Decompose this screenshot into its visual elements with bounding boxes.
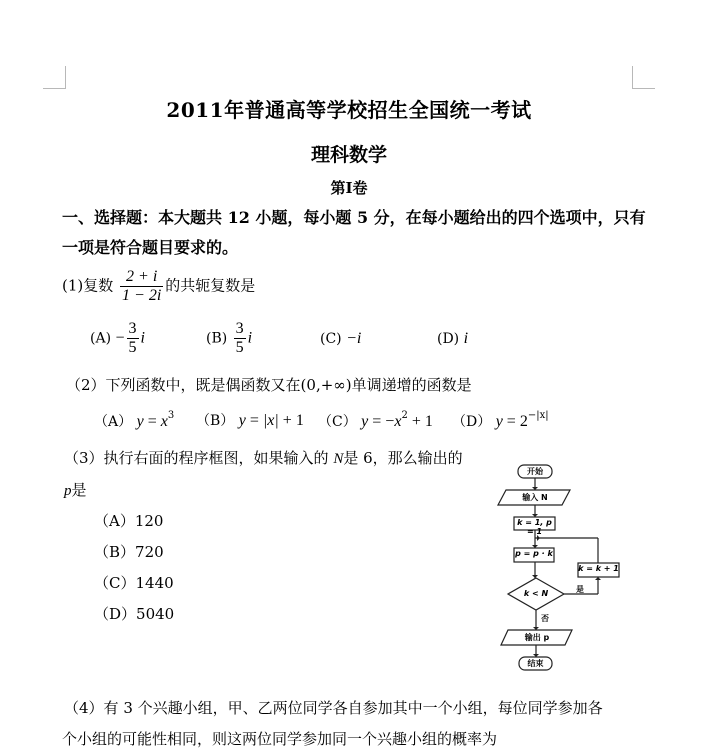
question-2-text: 下列函数中，既是偶函数又在(0,+∞)单调递增的函数是 (105, 376, 472, 394)
option-eq: = (143, 413, 161, 430)
question-4-line-1 (64, 698, 603, 718)
question-1-prefix: 复数 (83, 276, 114, 295)
option-value: 720 (135, 543, 164, 561)
flowchart-increment-label: k = k + 1 (578, 564, 619, 573)
option-label: （C） (94, 574, 136, 592)
flowchart-yes-label: 是 (576, 585, 584, 594)
option-rhs: |x| (262, 412, 279, 429)
option-value: −i (346, 330, 362, 347)
option-label: （D） (94, 605, 137, 623)
option-lhs: y (238, 412, 246, 429)
option-label: (C) (320, 331, 342, 347)
flowchart-init-label: k = 1, p = 1 (517, 518, 552, 536)
volume-heading: 第I卷 (330, 179, 368, 197)
section-heading-line-1: 一、选择题：本大题共 12 小题，每小题 5 分，在每小题给出的四个选项中，只有 (62, 208, 646, 227)
document-title: 2011年普通高等学校招生全国统一考试 (166, 98, 532, 122)
option-rhs: x (160, 413, 168, 430)
option-label: （D） (452, 414, 492, 430)
fraction-denominator: 1 − 2i (122, 287, 162, 304)
flowchart-output-label: 输出 p (524, 633, 550, 642)
fraction-denominator: 5 (128, 339, 137, 356)
question-3-text-b: 是 6，那么输出的 (343, 449, 463, 467)
option-label: （A） (94, 512, 135, 530)
option-unit: i (140, 329, 145, 347)
question-1-suffix: 的共轭复数是 (165, 276, 256, 295)
option-rhs: x (394, 413, 402, 430)
fraction-numerator: 3 (235, 320, 244, 337)
option-eq: = (245, 412, 263, 429)
option-lhs: y (495, 413, 503, 430)
variable-n: N (333, 451, 344, 467)
fraction-denominator: 5 (235, 339, 244, 356)
flowchart-input-label: 输入 N (522, 493, 548, 502)
fraction-numerator: 3 (128, 320, 137, 337)
option-label: (D) (437, 331, 460, 347)
option-value: 5040 (136, 605, 175, 623)
option-exponent: 3 (167, 410, 175, 421)
option-label: （B） (94, 543, 136, 561)
option-label: (A) (90, 330, 112, 347)
option-value: 1440 (135, 574, 174, 592)
variable-p: p (64, 483, 72, 499)
option-value: 120 (134, 512, 164, 530)
question-4-line-2 (62, 729, 497, 749)
question-1-number: (1) (62, 276, 84, 295)
option-lhs: y (136, 413, 144, 430)
flowchart-no-label: 否 (541, 614, 549, 623)
option-exponent: −|x| (527, 410, 549, 421)
option-eq: = 2 (502, 413, 528, 430)
section-heading-line-2: 一项是符合题目要求的。 (62, 238, 239, 257)
option-tail: + 1 (407, 413, 433, 430)
option-label: （A） (94, 414, 133, 430)
option-unit: i (247, 329, 253, 347)
option-label: (B) (206, 330, 228, 347)
flowchart-process-label: p = p · k (515, 549, 553, 558)
option-exponent: 2 (401, 410, 408, 421)
question-3-text-a: 执行右面的程序框图，如果输入的 (103, 449, 334, 467)
flowchart-condition-label: k < N (523, 589, 549, 598)
question-2-number: （2） (66, 376, 106, 394)
flowchart-start-label: 开始 (527, 467, 543, 476)
option-sign: − (115, 329, 125, 347)
option-value: i (463, 330, 469, 347)
question-3-text-c: 是 (71, 481, 87, 499)
option-label: （C） (318, 414, 357, 430)
option-label: （B） (196, 413, 235, 429)
question-4-text-1: 有 3 个兴趣小组，甲、乙两位同学各自参加其中一个小组，每位同学参加各 (103, 699, 603, 717)
question-4-text-2: 个小组的可能性相同，则这两位同学参加同一个兴趣小组的概率为 (62, 730, 498, 748)
question-3-number: （3） (64, 449, 104, 467)
option-eq: = − (368, 413, 395, 430)
flowchart-end-label: 结束 (527, 659, 544, 668)
document-subtitle: 理科数学 (310, 144, 387, 166)
question-4-number: （4） (64, 699, 104, 717)
option-tail: + 1 (278, 412, 304, 429)
fraction-numerator: 2 + i (120, 268, 163, 287)
option-lhs: y (361, 413, 369, 430)
